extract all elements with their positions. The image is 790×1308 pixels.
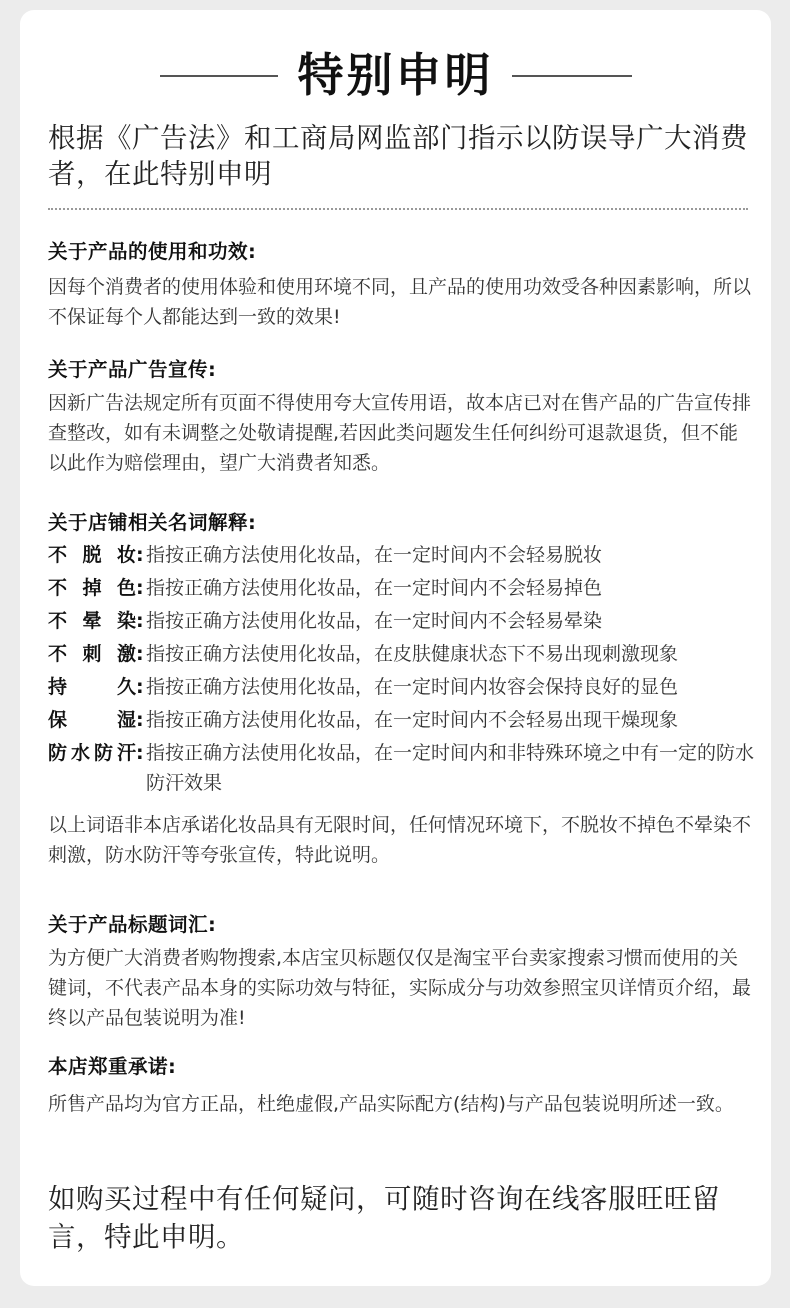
term-row — [48, 738, 768, 804]
term-colon: : — [136, 544, 144, 566]
term-row — [48, 705, 768, 738]
promise-heading: 本店郑重承诺: — [48, 1055, 177, 1078]
term-label: 防 水 防 汗 — [48, 742, 136, 764]
promise-text: 所售产品均为官方正品，杜绝虚假,产品实际配方(结构)与产品包装说明所述一致。 — [48, 1093, 734, 1115]
titles-text: 为方便广大消费者购物搜索,本店宝贝标题仅仅是淘宝平台卖家搜索习惯而使用的关键词，不代表产品本身的实际功效与特征，实际成分与功效参照宝贝详情页介绍，最终以产品包装说明为准! — [48, 947, 752, 1029]
footer-text: 如购买过程中有任何疑问，可随时咨询在线客服旺旺留言，特此申明。 — [48, 1183, 720, 1253]
term-colon: : — [136, 709, 144, 731]
term-label: 不 刺 激 — [48, 643, 136, 665]
usage-heading: 关于产品的使用和功效: — [48, 240, 257, 263]
term-colon: : — [136, 610, 144, 632]
term-row — [48, 573, 768, 606]
term-colon: : — [136, 643, 144, 665]
term-description: 指按正确方法使用化妆品，在一定时间内和非特殊环境之中有一定的防水防汗效果 — [146, 742, 755, 794]
term-colon: : — [136, 577, 144, 599]
intro-text: 根据《广告法》和工商局网监部门指示以防误导广大消费者，在此特别申明 — [48, 122, 748, 190]
term-description: 指按正确方法使用化妆品，在一定时间内不会轻易出现干燥现象 — [146, 709, 679, 731]
term-row — [48, 639, 768, 672]
term-label: 持 久 — [48, 676, 136, 698]
terms-note: 以上词语非本店承诺化妆品具有无限时间，任何情况环境下，不脱妆不掉色不晕染不刺激，防水防汗等夸张宣传，特此说明。 — [48, 814, 752, 866]
term-row — [48, 540, 768, 573]
titles-heading: 关于产品标题词汇: — [48, 913, 217, 936]
dotted-divider — [48, 208, 748, 210]
term-label: 不 脱 妆 — [48, 544, 136, 566]
term-label: 不 晕 染 — [48, 610, 136, 632]
term-row — [48, 606, 768, 639]
terms-list — [48, 540, 768, 804]
term-label: 保 湿 — [48, 709, 136, 731]
term-description: 指按正确方法使用化妆品，在一定时间内不会轻易脱妆 — [146, 544, 603, 566]
term-description: 指按正确方法使用化妆品，在一定时间内不会轻易掉色 — [146, 577, 603, 599]
term-label: 不 掉 色 — [48, 577, 136, 599]
usage-text: 因每个消费者的使用体验和使用环境不同，且产品的使用功效受各种因素影响，所以不保证每个人都能达到一致的效果! — [48, 276, 752, 328]
term-row — [48, 672, 768, 705]
title-divider-right — [512, 75, 632, 77]
title-header — [20, 45, 771, 105]
ads-heading: 关于产品广告宣传: — [48, 358, 217, 381]
ads-text: 因新广告法规定所有页面不得使用夸大宣传用语，故本店已对在售产品的广告宣传排查整改，如有未调整之处敬请提醒,若因此类问题发生任何纠纷可退款退货，但不能以此作为赔偿理由，望广大消费者知悉。 — [48, 392, 752, 474]
term-colon: : — [136, 742, 144, 764]
term-description: 指按正确方法使用化妆品，在皮肤健康状态下不易出现刺激现象 — [146, 643, 679, 665]
term-description: 指按正确方法使用化妆品，在一定时间内不会轻易晕染 — [146, 610, 603, 632]
term-description: 指按正确方法使用化妆品，在一定时间内妆容会保持良好的显色 — [146, 676, 679, 698]
statement-card — [20, 10, 771, 1286]
terms-heading: 关于店铺相关名词解释: — [48, 511, 257, 534]
page-title: 特别申明 — [297, 48, 494, 102]
term-colon: : — [136, 676, 144, 698]
